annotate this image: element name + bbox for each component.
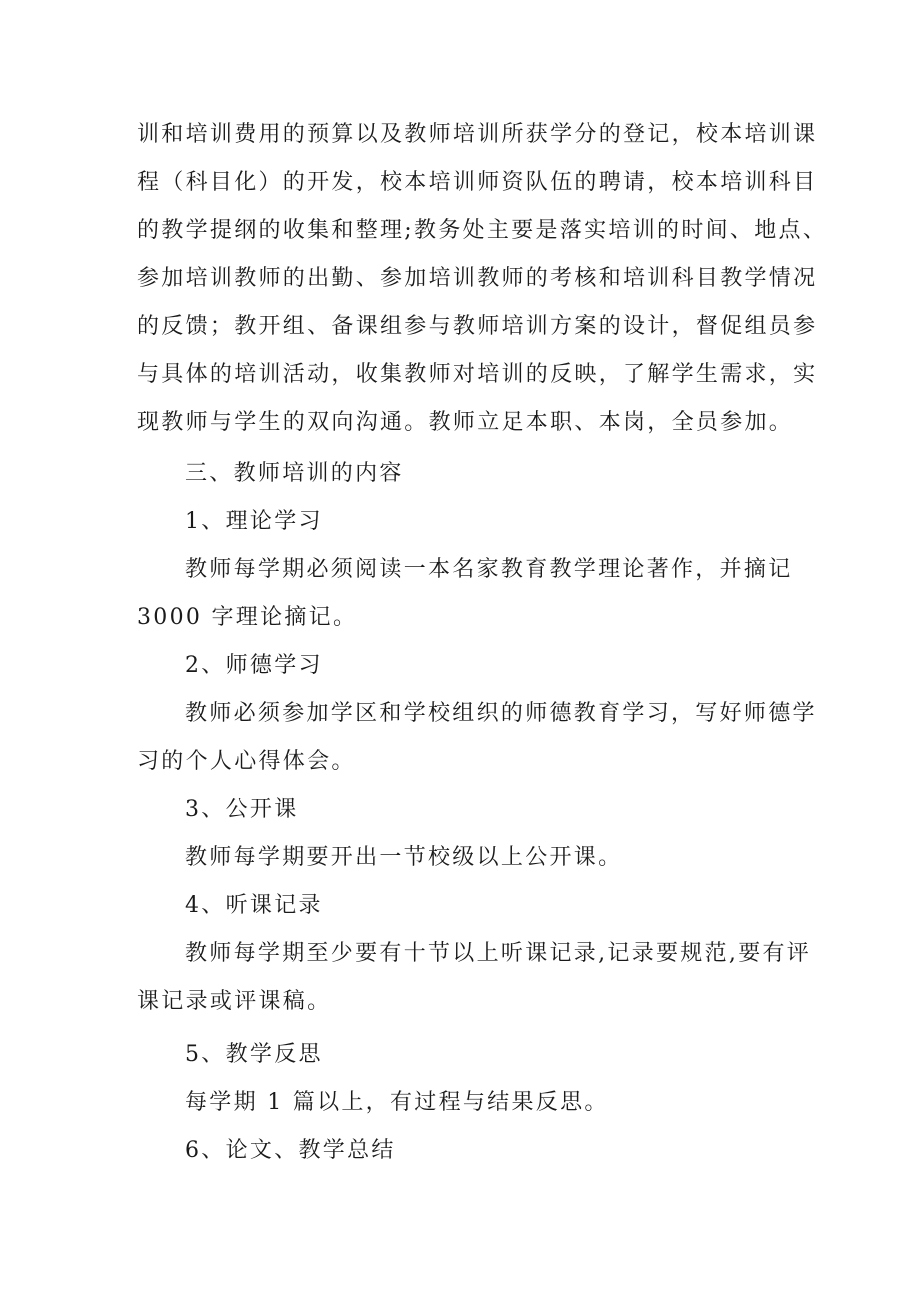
body-text-line: 的教学提纲的收集和整理;教务处主要是落实培训的时间、地点、 bbox=[137, 218, 828, 243]
item-heading-ethics: 2、师德学习 bbox=[185, 653, 323, 678]
body-text-line: 每学期 1 篇以上，有过程与结果反思。 bbox=[185, 1090, 609, 1115]
item-heading-theory: 1、理论学习 bbox=[185, 509, 323, 534]
section-heading: 三、教师培训的内容 bbox=[185, 461, 404, 486]
body-text-line: 教师每学期至少要有十节以上听课记录,记录要规范,要有评 bbox=[185, 941, 812, 966]
body-text-line: 教师每学期要开出一节校级以上公开课。 bbox=[185, 845, 623, 870]
body-text-line: 程（科目化）的开发，校本培训师资队伍的聘请，校本培训科目 bbox=[137, 170, 818, 195]
body-text-line: 参加培训教师的出勤、参加培训教师的考核和培训科目教学情况 bbox=[137, 266, 818, 291]
body-text-line: 的反馈；教开组、备课组参与教师培训方案的设计，督促组员参 bbox=[137, 314, 818, 339]
body-text-line: 习的个人心得体会。 bbox=[137, 749, 356, 774]
body-text-line: 教师必须参加学区和学校组织的师德教育学习，写好师德学 bbox=[185, 701, 817, 726]
item-heading-papers: 6、论文、教学总结 bbox=[185, 1138, 396, 1163]
body-text-line: 教师每学期必须阅读一本名家教育教学理论著作，并摘记 bbox=[185, 557, 793, 582]
item-heading-reflection: 5、教学反思 bbox=[185, 1042, 323, 1067]
body-text-line: 与具体的培训活动，收集教师对培训的反映，了解学生需求，实 bbox=[137, 362, 818, 387]
body-text-line: 训和培训费用的预算以及教师培训所获学分的登记，校本培训课 bbox=[137, 122, 818, 147]
body-text-line: 课记录或评课稿。 bbox=[137, 989, 332, 1014]
body-text-line: 现教师与学生的双向沟通。教师立足本职、本岗，全员参加。 bbox=[137, 410, 794, 435]
item-heading-open-class: 3、公开课 bbox=[185, 797, 299, 822]
item-heading-observation: 4、听课记录 bbox=[185, 893, 323, 918]
body-text-line: 3000 字理论摘记。 bbox=[137, 605, 358, 630]
